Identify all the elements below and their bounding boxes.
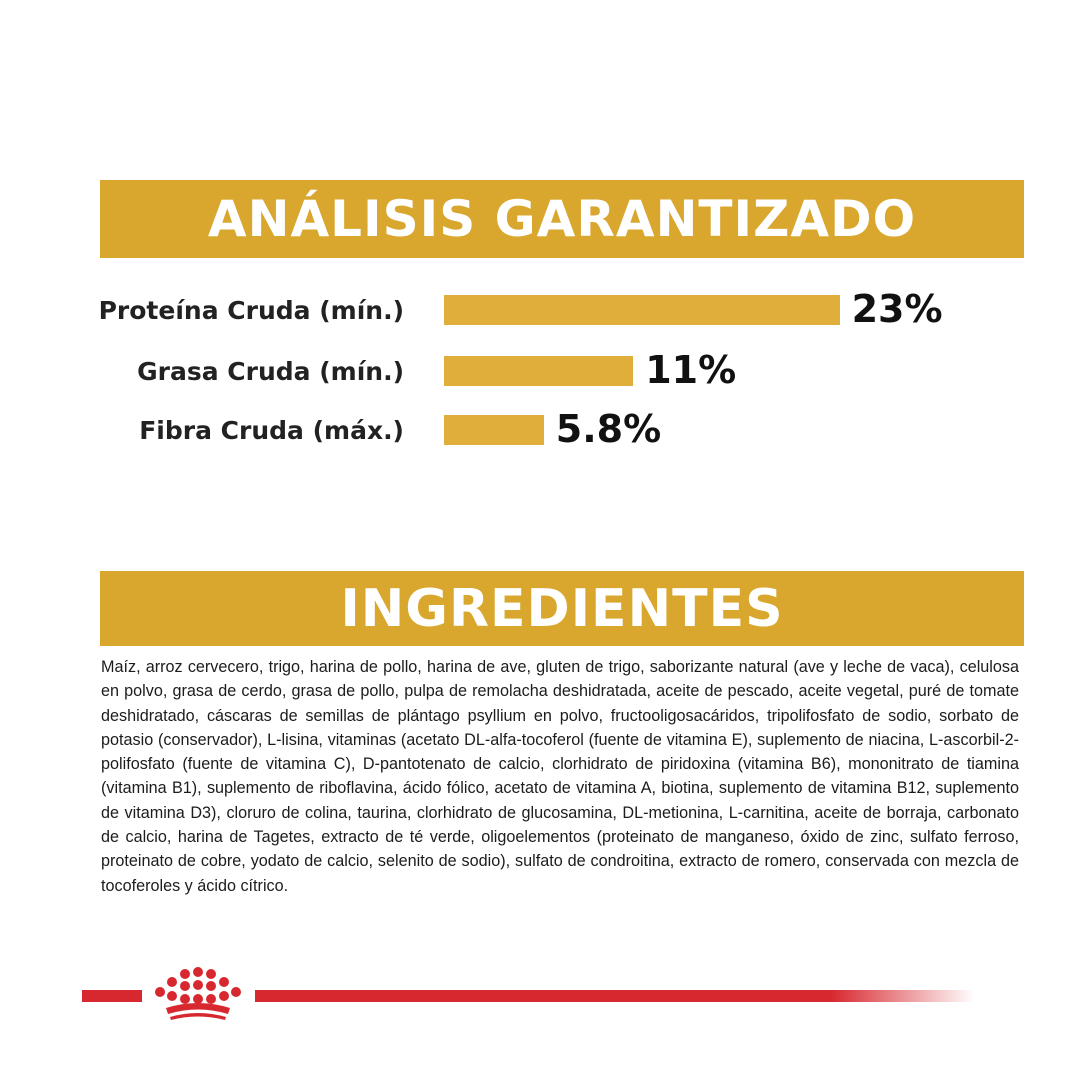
analysis-value: 23% (851, 287, 943, 331)
analysis-label: Proteína Cruda (mín.) (98, 296, 404, 325)
footer-stripe-left (82, 990, 142, 1002)
ingredients-list: Maíz, arroz cervecero, trigo, harina de pollo, harina de ave, gluten de trigo, saborizante natural (ave y leche de vaca), celulosa en polvo, grasa de cerdo, grasa de pollo, pulpa de remolacha deshidratada, aceite de pescado, aceite vegetal, puré de tomate deshidratado, cáscaras de semillas de plántago psyllium en polvo, fructooligosacáridos, tripolifosfato de sodio, sorbato de potasio (conservador), L-lisina, vitaminas (acetato DL-alfa-tocoferol (fuente de vitamina E), suplemento de niacina, L-ascorbil-2-polifosfato (fuente de vitamina C), D-pantotenato de calcio, clorhidrato de piridoxina (vitamina B6), mononitrato de tiamina (vitamina B1), suplemento de riboflavina, ácido fólico, acetato de vitamina A, biotina, suplemento de vitamina B12, suplemento de vitamina D3), cloruro de colina, taurina, clorhidrato de glucosamina, DL-metionina, L-carnitina, aceite de borraja, carbonato de calcio, harina de Tagetes, extracto de té verde, oligoelementos (proteinato de manganeso, óxido de zinc, sulfato ferroso, proteinato de cobre, yodato de calcio, selenito de sodio), sulfato de condroitina, extracto de romero, conservada con mezcla de tocoferoles y ácido cítrico. (101, 658, 1019, 895)
analysis-row-protein (0, 287, 1080, 331)
analysis-bar (444, 415, 544, 445)
analysis-row-fat (0, 348, 1080, 392)
crown-icon (148, 964, 248, 1024)
analysis-label: Grasa Cruda (mín.) (137, 357, 404, 386)
analysis-banner (100, 180, 1024, 258)
ingredients-title: INGREDIENTES (340, 578, 784, 639)
analysis-value: 5.8% (555, 407, 662, 451)
ingredients-banner (100, 571, 1024, 646)
analysis-bar (444, 356, 633, 386)
analysis-row-fiber (0, 407, 1080, 451)
analysis-title: ANÁLISIS GARANTIZADO (207, 190, 917, 248)
footer-stripe-right (255, 990, 975, 1002)
analysis-value: 11% (645, 348, 737, 392)
analysis-label: Fibra Cruda (máx.) (139, 416, 404, 445)
analysis-bar (444, 295, 840, 325)
